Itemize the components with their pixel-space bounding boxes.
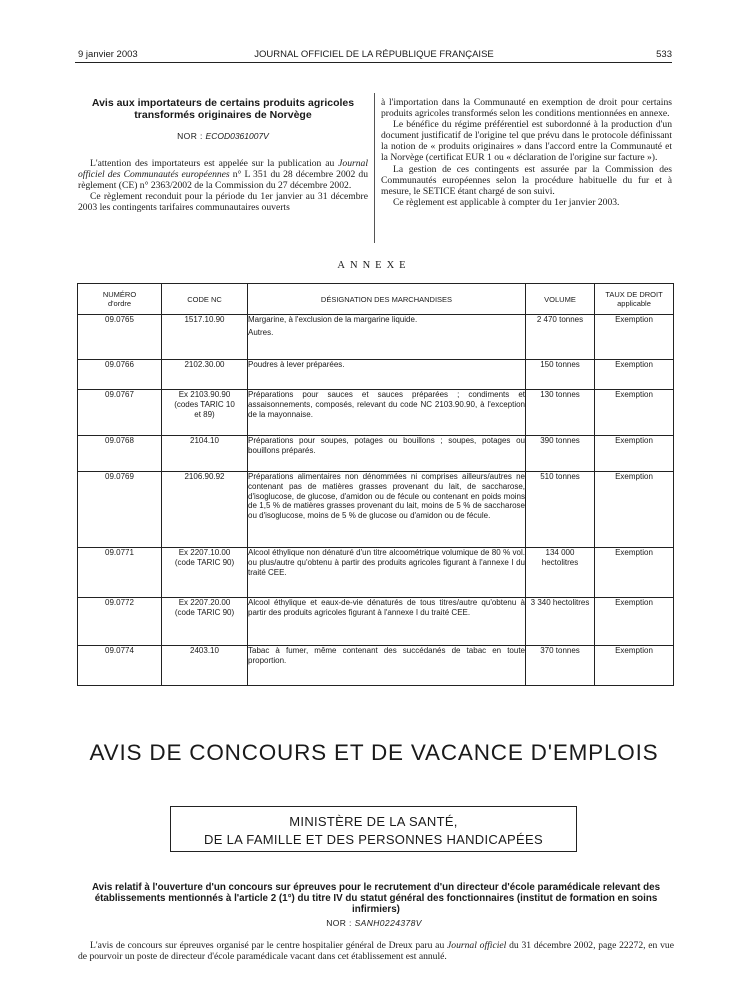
notice-right-paragraph-1: à l'importation dans la Communauté en exemption de droit pour certains produits agricoles transformés selon les conditions mentionnées en annexe. — [381, 97, 672, 120]
row-code: 2102.30.00 — [162, 360, 248, 390]
ministry-box — [170, 806, 577, 852]
table-row — [78, 390, 674, 436]
row-taux: Exemption — [595, 598, 674, 646]
table-row — [78, 436, 674, 472]
notice-left-paragraph-2: Ce règlement reconduit pour la période du 1er janvier au 31 décembre 2003 les contingents tarifaires communautaires ouverts — [78, 191, 368, 214]
row-volume: 130 tonnes — [526, 390, 595, 436]
row-code: Ex 2207.20.00 (code TARIC 90) — [162, 598, 248, 646]
row-num: 09.0766 — [78, 360, 162, 390]
row-taux: Exemption — [595, 436, 674, 472]
notice-right-paragraph-4: Ce règlement est applicable à compter du 1er janvier 2003. — [393, 196, 620, 208]
row-num: 09.0767 — [78, 390, 162, 436]
row-code: Ex 2103.90.90 (codes TARIC 10 et 89) — [162, 390, 248, 436]
notice-title-line2: transformés originaires de Norvège — [134, 109, 312, 121]
row-code: 2104.10 — [162, 436, 248, 472]
header-num: NUMÉRO d'ordre — [78, 284, 162, 315]
table-header-row — [78, 284, 674, 315]
header-volume: VOLUME — [526, 284, 595, 315]
header-code: CODE NC — [162, 284, 248, 315]
notice-left-paragraph-1: L'attention des importateurs est appelée sur la publication au Journal officiel des Communautés européennes n° L 351 du 28 décembre 2002 du règlement (CE) n° 2363/2002 de la Commission du 27 décembre 2002. — [78, 158, 369, 192]
notice-left-column — [78, 158, 368, 213]
header-rule — [75, 62, 672, 63]
row-designation: Margarine, à l'exclusion de la margarine liquide. Autres. — [248, 315, 526, 360]
annexe-title: ANNEXE — [337, 260, 411, 271]
nor-prefix: NOR : — [177, 131, 203, 141]
row-volume: 2 470 tonnes — [526, 315, 595, 360]
avis-title: Avis relatif à l'ouverture d'un concours sur épreuves pour le recrutement d'un directeur d'école paramédicale relevant des établissements mentionnés à l'article 2 (1°) du titre IV du statut général des fonctionnaires (institut de formation en soins infirmiers) — [91, 882, 661, 915]
row-num: 09.0774 — [78, 646, 162, 686]
row-num: 09.0769 — [78, 472, 162, 548]
row-taux: Exemption — [595, 315, 674, 360]
table-row — [78, 315, 674, 360]
row-taux: Exemption — [595, 548, 674, 598]
row-designation: Préparations pour sauces et sauces préparées ; condiments et assaisonnements, composés, relevant du code NC 2103.90.90, à l'exception de la mayonnaise. — [248, 390, 526, 436]
table-row — [78, 646, 674, 686]
header-taux: TAUX DE DROIT applicable — [595, 284, 674, 315]
row-code: 2106.90.92 — [162, 472, 248, 548]
row-designation: Alcool éthylique et eaux-de-vie dénaturés de tous titres/autre qu'obtenu à partir des produits agricoles figurant à l'annexe I du traité CEE. — [248, 598, 526, 646]
notice-nor — [78, 131, 368, 141]
row-designation: Alcool éthylique non dénaturé d'un titre alcoométrique volumique de 80 % vol. ou plus/autre qu'obtenu à partir des produits agricoles figurant à l'annexe I du traité CEE. — [248, 548, 526, 598]
header-journal-title: JOURNAL OFFICIEL DE LA RÉPUBLIQUE FRANÇAISE — [254, 49, 494, 60]
row-volume: 134 000 hectolitres — [526, 548, 595, 598]
row-volume: 370 tonnes — [526, 646, 595, 686]
column-divider — [374, 93, 375, 243]
row-code: 2403.10 — [162, 646, 248, 686]
notice-right-column — [381, 97, 672, 208]
table-row — [78, 360, 674, 390]
row-num: 09.0765 — [78, 315, 162, 360]
row-code: Ex 2207.10.00 (code TARIC 90) — [162, 548, 248, 598]
row-volume: 3 340 hectolitres — [526, 598, 595, 646]
row-taux: Exemption — [595, 472, 674, 548]
ministry-line2: DE LA FAMILLE ET DES PERSONNES HANDICAPÉES — [204, 832, 543, 847]
avis-nor-prefix: NOR : — [326, 918, 352, 928]
notice-title — [78, 97, 368, 121]
row-volume: 150 tonnes — [526, 360, 595, 390]
notice-right-paragraph-3: La gestion de ces contingents est assurée par la Commission des Communautés européennes selon la procédure habituelle du fur et à mesure, le SETICE étant chargé de son suivi. — [381, 163, 672, 197]
section-title: AVIS DE CONCOURS ET DE VACANCE D'EMPLOIS — [89, 740, 659, 765]
nor-code: ECOD0361007V — [205, 131, 269, 141]
row-designation: Poudres à lever préparées. — [248, 360, 526, 390]
row-num: 09.0768 — [78, 436, 162, 472]
header-designation: DÉSIGNATION DES MARCHANDISES — [248, 284, 526, 315]
row-designation: Préparations alimentaires non dénommées ni comprises ailleurs/autres ne contenant pas de matières grasses provenant du lait, de saccharose, d'isoglucose, de glucose, d'amidon ou de fécule ou contenant en poids moins de 1,5 % de matières grasses provenant du lait, moins de 5 % de saccharose ou d'isoglucose, moins de 5 % de glucose ou d'amidon ou de fécule. — [248, 472, 526, 548]
header-date: 9 janvier 2003 — [78, 49, 138, 60]
notice-right-paragraph-2: Le bénéfice du régime préférentiel est subordonné à la production d'un document justificatif de l'origine tel que prévu dans le protocole définissant la notion de « produits originaires » dans l'accord entre la Communauté et la Norvège (certificat EUR 1 ou « déclaration de l'origine sur facture »). — [381, 119, 672, 164]
row-designation: Préparations pour soupes, potages ou bouillons ; soupes, potages ou bouillons préparés. — [248, 436, 526, 472]
row-designation: Tabac à fumer, même contenant des succédanés de tabac en toute proportion. — [248, 646, 526, 686]
notice-title-line1: Avis aux importateurs de certains produits agricoles — [91, 97, 355, 109]
row-volume: 510 tonnes — [526, 472, 595, 548]
avis-nor — [0, 918, 748, 928]
row-num: 09.0771 — [78, 548, 162, 598]
row-volume: 390 tonnes — [526, 436, 595, 472]
table-row — [78, 598, 674, 646]
row-taux: Exemption — [595, 390, 674, 436]
annex-table — [77, 283, 674, 686]
avis-nor-code: SANH0224378V — [354, 918, 422, 928]
row-num: 09.0772 — [78, 598, 162, 646]
table-row — [78, 472, 674, 548]
ministry-line1: MINISTÈRE DE LA SANTÉ, — [289, 814, 458, 829]
header-page-number: 533 — [656, 49, 672, 60]
avis-text: L'avis de concours sur épreuves organisé par le centre hospitalier général de Dreux paru au Journal officiel du 31 décembre 2002, page 22272, en vue de pourvoir un poste de directeur d'école paramédicale vacant dans cet établissement est annulé. — [78, 940, 674, 963]
row-code: 1517.10.90 — [162, 315, 248, 360]
row-taux: Exemption — [595, 646, 674, 686]
table-row — [78, 548, 674, 598]
row-taux: Exemption — [595, 360, 674, 390]
